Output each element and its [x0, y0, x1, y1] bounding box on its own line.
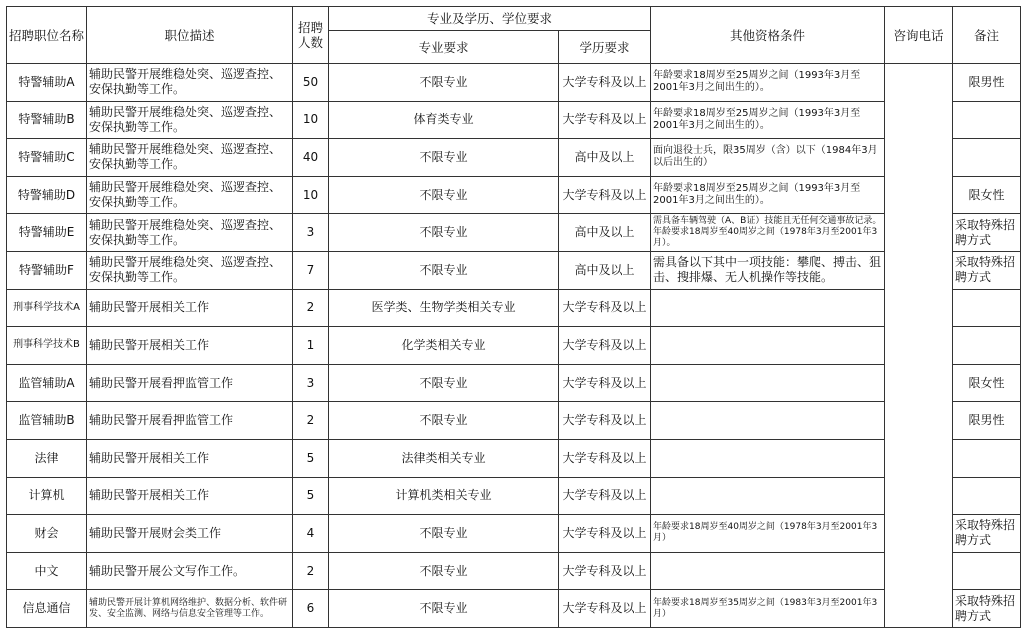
cell-position: 特警辅助F	[7, 251, 87, 289]
cell-other	[651, 327, 885, 365]
cell-remarks: 限男性	[953, 402, 1021, 440]
cell-description: 辅助民警开展维稳处突、巡逻查控、安保执勤等工作。	[87, 101, 293, 139]
cell-other: 面向退役士兵，限35周岁（含）以下（1984年3月以后出生的）	[651, 139, 885, 177]
cell-education: 大学专科及以上	[559, 552, 651, 590]
cell-education: 大学专科及以上	[559, 327, 651, 365]
header-remarks: 备注	[953, 7, 1021, 64]
recruitment-table	[6, 6, 1021, 628]
table-row	[7, 364, 1021, 402]
cell-major: 体育类专业	[329, 101, 559, 139]
cell-major: 不限专业	[329, 515, 559, 553]
table-row	[7, 552, 1021, 590]
table-row	[7, 515, 1021, 553]
cell-major: 不限专业	[329, 139, 559, 177]
cell-position: 中文	[7, 552, 87, 590]
cell-education: 高中及以上	[559, 214, 651, 252]
cell-education: 大学专科及以上	[559, 64, 651, 102]
cell-major: 计算机类相关专业	[329, 477, 559, 515]
cell-education: 高中及以上	[559, 139, 651, 177]
cell-position: 特警辅助A	[7, 64, 87, 102]
cell-other: 年龄要求18周岁至40周岁之间（1978年3月至2001年3月）	[651, 515, 885, 553]
cell-position: 信息通信	[7, 590, 87, 628]
cell-phone	[885, 64, 953, 628]
cell-education: 大学专科及以上	[559, 364, 651, 402]
cell-education: 大学专科及以上	[559, 515, 651, 553]
cell-description: 辅助民警开展财会类工作	[87, 515, 293, 553]
cell-other	[651, 552, 885, 590]
cell-major: 不限专业	[329, 364, 559, 402]
cell-description: 辅助民警开展看押监管工作	[87, 402, 293, 440]
cell-position: 特警辅助E	[7, 214, 87, 252]
cell-position: 刑事科学技术B	[7, 327, 87, 365]
cell-position: 监管辅助A	[7, 364, 87, 402]
cell-major: 不限专业	[329, 176, 559, 214]
cell-remarks: 采取特殊招聘方式	[953, 590, 1021, 628]
header-description: 职位描述	[87, 7, 293, 64]
cell-remarks: 限女性	[953, 176, 1021, 214]
cell-count: 2	[293, 402, 329, 440]
cell-description: 辅助民警开展相关工作	[87, 289, 293, 327]
table-row	[7, 439, 1021, 477]
cell-other	[651, 289, 885, 327]
cell-count: 50	[293, 64, 329, 102]
table-row	[7, 327, 1021, 365]
cell-description: 辅助民警开展相关工作	[87, 327, 293, 365]
cell-other	[651, 402, 885, 440]
cell-remarks: 采取特殊招聘方式	[953, 251, 1021, 289]
cell-description: 辅助民警开展维稳处突、巡逻查控、安保执勤等工作。	[87, 64, 293, 102]
cell-position: 特警辅助B	[7, 101, 87, 139]
table-row	[7, 251, 1021, 289]
cell-count: 40	[293, 139, 329, 177]
header-other: 其他资格条件	[651, 7, 885, 64]
cell-description: 辅助民警开展公文写作工作。	[87, 552, 293, 590]
cell-description: 辅助民警开展维稳处突、巡逻查控、安保执勤等工作。	[87, 214, 293, 252]
header-count: 招聘人数	[293, 7, 329, 64]
cell-count: 2	[293, 552, 329, 590]
cell-remarks	[953, 439, 1021, 477]
cell-remarks: 限男性	[953, 64, 1021, 102]
cell-major: 医学类、生物学类相关专业	[329, 289, 559, 327]
cell-count: 5	[293, 439, 329, 477]
cell-education: 大学专科及以上	[559, 176, 651, 214]
table-row	[7, 402, 1021, 440]
table-row	[7, 139, 1021, 177]
cell-description: 辅助民警开展看押监管工作	[87, 364, 293, 402]
cell-remarks: 采取特殊招聘方式	[953, 214, 1021, 252]
cell-other	[651, 439, 885, 477]
cell-other	[651, 364, 885, 402]
cell-education: 大学专科及以上	[559, 402, 651, 440]
cell-description: 辅助民警开展维稳处突、巡逻查控、安保执勤等工作。	[87, 176, 293, 214]
header-phone: 咨询电话	[885, 7, 953, 64]
cell-count: 10	[293, 101, 329, 139]
cell-position: 法律	[7, 439, 87, 477]
cell-major: 不限专业	[329, 590, 559, 628]
cell-education: 大学专科及以上	[559, 101, 651, 139]
cell-description: 辅助民警开展相关工作	[87, 477, 293, 515]
cell-major: 不限专业	[329, 64, 559, 102]
cell-education: 大学专科及以上	[559, 477, 651, 515]
cell-position: 监管辅助B	[7, 402, 87, 440]
cell-education: 大学专科及以上	[559, 590, 651, 628]
header-position: 招聘职位名称	[7, 7, 87, 64]
cell-other: 需具备以下其中一项技能：攀爬、搏击、狙击、搜排爆、无人机操作等技能。	[651, 251, 885, 289]
cell-major: 不限专业	[329, 402, 559, 440]
table-row	[7, 590, 1021, 628]
cell-description: 辅助民警开展计算机网络维护、数据分析、软件研发、安全监测、网络与信息安全管理等工作。	[87, 590, 293, 628]
cell-description: 辅助民警开展相关工作	[87, 439, 293, 477]
cell-education: 大学专科及以上	[559, 439, 651, 477]
cell-remarks	[953, 101, 1021, 139]
cell-count: 4	[293, 515, 329, 553]
cell-remarks	[953, 552, 1021, 590]
cell-count: 7	[293, 251, 329, 289]
cell-count: 2	[293, 289, 329, 327]
cell-count: 10	[293, 176, 329, 214]
cell-remarks	[953, 289, 1021, 327]
cell-remarks: 采取特殊招聘方式	[953, 515, 1021, 553]
cell-other: 年龄要求18周岁至25周岁之间（1993年3月至2001年3月之间出生的）。	[651, 176, 885, 214]
table-row	[7, 64, 1021, 102]
cell-position: 财会	[7, 515, 87, 553]
cell-major: 不限专业	[329, 214, 559, 252]
cell-other	[651, 477, 885, 515]
cell-major: 法律类相关专业	[329, 439, 559, 477]
cell-major: 不限专业	[329, 552, 559, 590]
cell-major: 化学类相关专业	[329, 327, 559, 365]
cell-other: 年龄要求18周岁至25周岁之间（1993年3月至2001年3月之间出生的）。	[651, 101, 885, 139]
cell-remarks: 限女性	[953, 364, 1021, 402]
cell-description: 辅助民警开展维稳处突、巡逻查控、安保执勤等工作。	[87, 251, 293, 289]
cell-education: 大学专科及以上	[559, 289, 651, 327]
cell-count: 3	[293, 214, 329, 252]
table-row	[7, 176, 1021, 214]
cell-count: 6	[293, 590, 329, 628]
cell-position: 特警辅助D	[7, 176, 87, 214]
cell-remarks	[953, 139, 1021, 177]
cell-description: 辅助民警开展维稳处突、巡逻查控、安保执勤等工作。	[87, 139, 293, 177]
table-row	[7, 214, 1021, 252]
header-education: 学历要求	[559, 31, 651, 64]
cell-count: 1	[293, 327, 329, 365]
cell-count: 5	[293, 477, 329, 515]
cell-position: 特警辅助C	[7, 139, 87, 177]
cell-other: 需具备车辆驾驶（A、B证）技能且无任何交通事故记录。年龄要求18周岁至40周岁之间（1978年3月至2001年3月）。	[651, 214, 885, 252]
cell-count: 3	[293, 364, 329, 402]
cell-remarks	[953, 327, 1021, 365]
table-row	[7, 477, 1021, 515]
cell-position: 计算机	[7, 477, 87, 515]
table-row	[7, 101, 1021, 139]
cell-major: 不限专业	[329, 251, 559, 289]
table-row	[7, 289, 1021, 327]
header-edu-group: 专业及学历、学位要求	[329, 7, 651, 31]
cell-other: 年龄要求18周岁至25周岁之间（1993年3月至2001年3月之间出生的）。	[651, 64, 885, 102]
cell-other: 年龄要求18周岁至35周岁之间（1983年3月至2001年3月）	[651, 590, 885, 628]
header-major: 专业要求	[329, 31, 559, 64]
cell-remarks	[953, 477, 1021, 515]
cell-education: 高中及以上	[559, 251, 651, 289]
cell-position: 刑事科学技术A	[7, 289, 87, 327]
